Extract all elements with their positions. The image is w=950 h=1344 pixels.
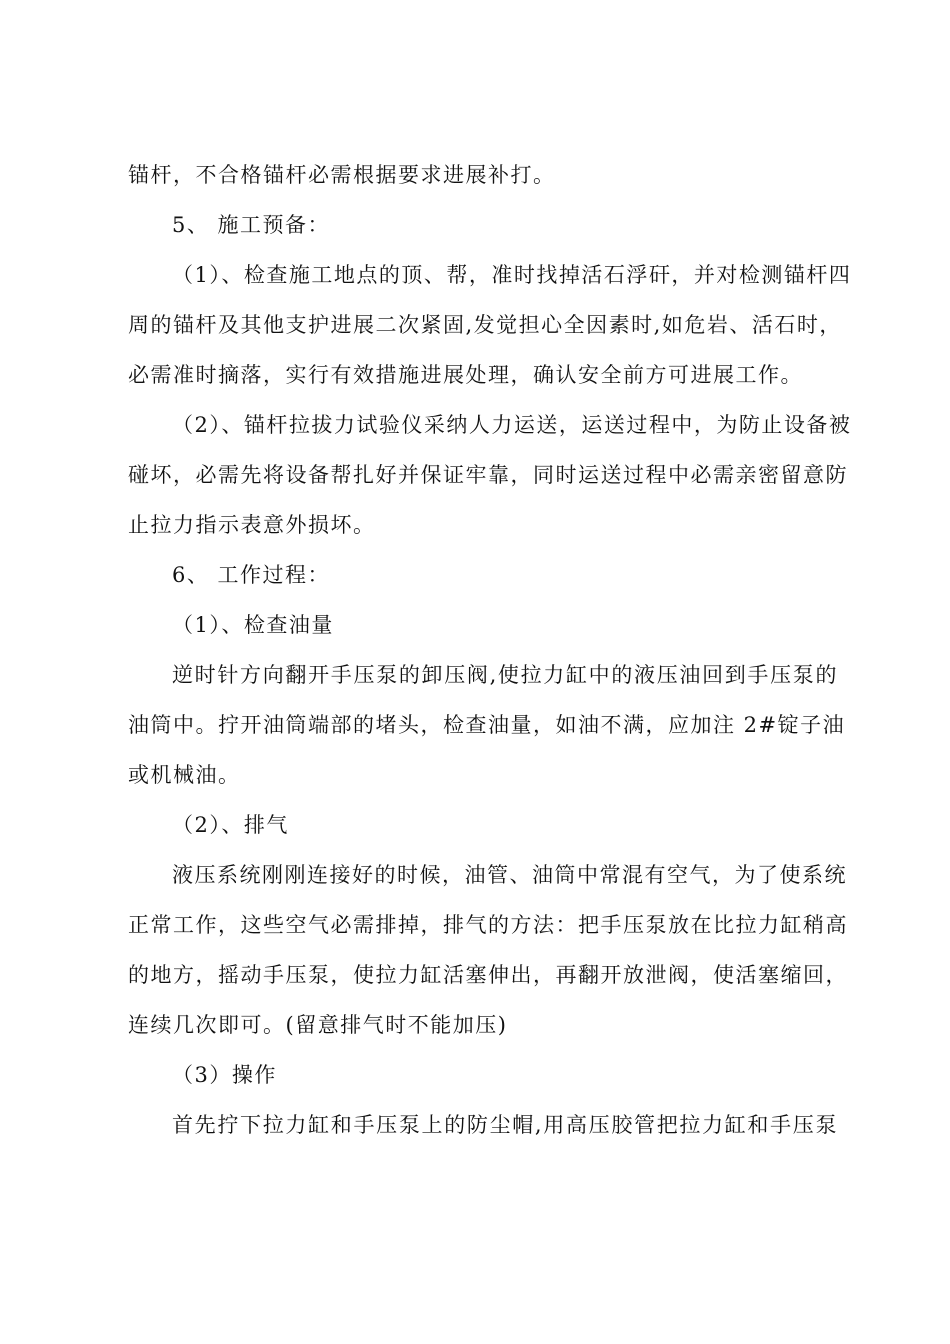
subsection-heading: （1）、检查油量 <box>172 613 334 637</box>
text-line: 油筒中。拧开油筒端部的堵头，检查油量，如油不满，应加注 2#锭子油 <box>128 713 846 737</box>
text-line: 止拉力指示表意外损坏。 <box>128 513 376 537</box>
text-line: 正常工作，这些空气必需排掉，排气的方法：把手压泵放在比拉力缸稍高 <box>128 913 848 937</box>
text-line: 或机械油。 <box>128 763 241 787</box>
text-line: 锚杆，不合格锚杆必需根据要求进展补打。 <box>128 163 556 187</box>
text-line: 液压系统刚刚连接好的时候，油管、油筒中常混有空气，为了使系统 <box>172 863 847 887</box>
text-line: 周的锚杆及其他支护进展二次紧固,发觉担心全因素时,如危岩、活石时， <box>128 313 842 337</box>
text-line: （1）、检查施工地点的顶、帮，准时找掉活石浮矸，并对检测锚杆四 <box>172 263 852 287</box>
text-line: 连续几次即可。(留意排气时不能加压) <box>128 1013 508 1037</box>
text-line: 必需准时摘落，实行有效措施进展处理，确认安全前方可进展工作。 <box>128 363 803 387</box>
text-line: 首先拧下拉力缸和手压泵上的防尘帽,用高压胶管把拉力缸和手压泵 <box>172 1113 838 1137</box>
text-line: 碰坏，必需先将设备帮扎好并保证牢靠，同时运送过程中必需亲密留意防 <box>128 463 848 487</box>
text-line: 的地方，摇动手压泵，使拉力缸活塞伸出，再翻开放泄阀，使活塞缩回， <box>128 963 848 987</box>
section-heading: 6、 工作过程： <box>172 563 331 587</box>
section-heading: 5、 施工预备： <box>172 213 331 237</box>
subsection-heading: （3）操作 <box>172 1063 277 1087</box>
text-line: 逆时针方向翻开手压泵的卸压阀,使拉力缸中的液压油回到手压泵的 <box>172 663 838 687</box>
text-line: （2）、锚杆拉拔力试验仪采纳人力运送，运送过程中，为防止设备被 <box>172 413 852 437</box>
subsection-heading: （2）、排气 <box>172 813 289 837</box>
